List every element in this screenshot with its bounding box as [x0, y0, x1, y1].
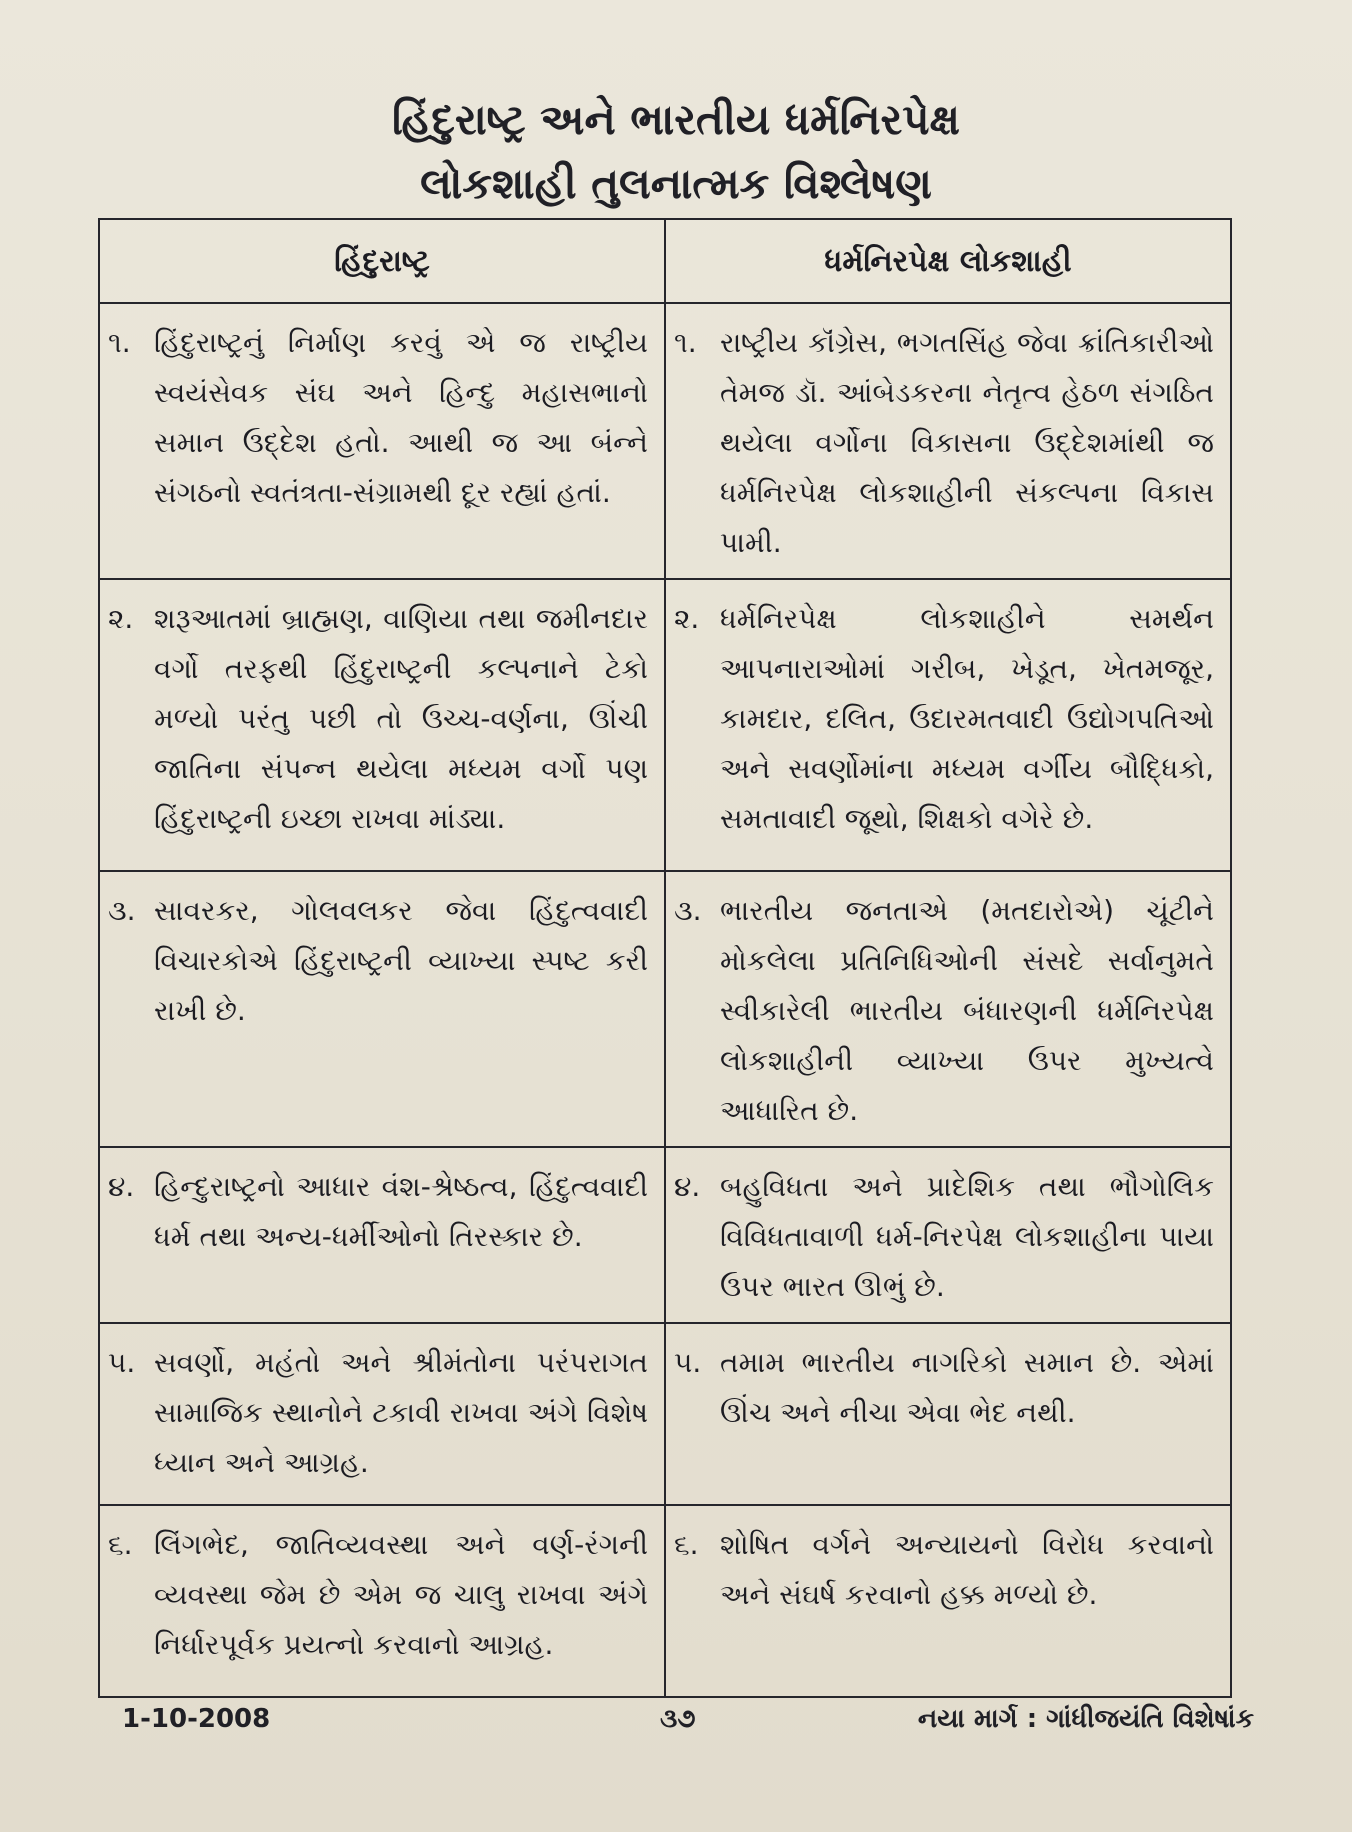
item-text: હિંદુરાષ્ટ્રનું નિર્માણ કરવું એ જ રાષ્ટ્રીય સ્વયંસેવક સંઘ અને હિન્દુ મહાસભાનો સમાન ઉદ્દેશ હતો. આથી જ આ બંન્ને સંગઠનો સ્વતંત્રતા-સંગ્રામથી દૂર રહ્યાં હતાં.	[154, 326, 648, 509]
right-cell	[665, 1505, 1231, 1697]
right-cell	[665, 1323, 1231, 1505]
item-number: ૪.	[108, 1170, 135, 1203]
item-text: સાવરકર, ગોલવલકર જેવા હિંદુત્વવાદી વિચારકોએ હિંદુરાષ્ટ્રની વ્યાખ્યા સ્પષ્ટ કરી રાખી છે.	[154, 894, 648, 1027]
item-number: ૫.	[674, 1346, 702, 1379]
left-cell	[99, 871, 665, 1147]
item-number: ૧.	[108, 326, 131, 359]
left-cell	[99, 303, 665, 579]
left-cell	[99, 1323, 665, 1505]
item-number: ૨.	[108, 602, 134, 635]
right-cell	[665, 1147, 1231, 1323]
column-header-hindu-rashtra: હિંદુરાષ્ટ્ર	[99, 219, 665, 303]
item-number: ૫.	[108, 1346, 136, 1379]
item-number: ૩.	[674, 894, 702, 927]
item-text: શરૂઆતમાં બ્રાહ્મણ, વાણિયા તથા જમીનદાર વર્ગો તરફથી હિંદુરાષ્ટ્રની કલ્પનાને ટેકો મળ્યો પરંતુ પછી તો ઉચ્ચ-વર્ણના, ઊંચી જાતિના સંપન્ન થયેલા મધ્યમ વર્ગો પણ હિંદુરાષ્ટ્રની ઇચ્છા રાખવા માંડ્યા.	[154, 602, 648, 835]
left-cell	[99, 1505, 665, 1697]
column-header-secular-democracy: ધર્મનિરપેક્ષ લોકશાહી	[665, 219, 1231, 303]
item-number: ૬.	[108, 1528, 133, 1561]
item-text: રાષ્ટ્રીય કૉંગ્રેસ, ભગતસિંહ જેવા ક્રાંતિકારીઓ તેમજ ડૉ. આંબેડકરના નેતૃત્વ હેઠળ સંગઠિત થયેલા વર્ગોના વિકાસના ઉદ્દેશમાંથી જ ધર્મનિરપેક્ષ લોકશાહીની સંકલ્પના વિકાસ પામી.	[720, 326, 1214, 559]
footer-page-number: ૩૭	[660, 1704, 696, 1734]
item-number: ૬.	[674, 1528, 699, 1561]
item-text: શોષિત વર્ગને અન્યાયનો વિરોધ કરવાનો અને સંઘર્ષ કરવાનો હક્ક મળ્યો છે.	[720, 1528, 1214, 1611]
right-cell	[665, 871, 1231, 1147]
right-cell	[665, 579, 1231, 871]
item-text: લિંગભેદ, જાતિવ્યવસ્થા અને વર્ણ-રંગની વ્યવસ્થા જેમ છે એમ જ ચાલુ રાખવા અંગે નિર્ધારપૂર્વક પ્રયત્નો કરવાનો આગ્રહ.	[154, 1528, 648, 1661]
table-row	[99, 1505, 1231, 1697]
item-number: ૨.	[674, 602, 700, 635]
footer-date: 1-10-2008	[122, 1704, 271, 1734]
left-cell	[99, 1147, 665, 1323]
table-row	[99, 871, 1231, 1147]
item-text: હિન્દુરાષ્ટ્રનો આધાર વંશ-શ્રેષ્ઠત્વ, હિંદુત્વવાદી ધર્મ તથા અન્ય-ધર્મીઓનો તિરસ્કાર છે.	[154, 1170, 648, 1253]
table-row	[99, 303, 1231, 579]
footer-magazine-name: નયા માર્ગ : ગાંધીજયંતિ વિશેષાંક	[917, 1704, 1254, 1734]
item-text: તમામ ભારતીય નાગરિકો સમાન છે. એમાં ઊંચ અને નીચા એવા ભેદ નથી.	[720, 1346, 1214, 1429]
left-cell	[99, 579, 665, 871]
table-row	[99, 1147, 1231, 1323]
table-row	[99, 1323, 1231, 1505]
right-cell	[665, 303, 1231, 579]
item-number: ૪.	[674, 1170, 701, 1203]
item-text: ધર્મનિરપેક્ષ લોકશાહીને સમર્થન આપનારાઓમાં ગરીબ, ખેડૂત, ખેતમજૂર, કામદાર, દલિત, ઉદારમતવાદી ઉદ્યોગપતિઓ અને સવર્ણોમાંના મધ્યમ વર્ગીય બૌદ્ધિકો, સમતાવાદી જૂથો, શિક્ષકો વગેરે છે.	[720, 602, 1214, 835]
table-header-row	[99, 219, 1231, 303]
item-number: ૧.	[674, 326, 697, 359]
item-text: ભારતીય જનતાએ (મતદારોએ) ચૂંટીને મોકલેલા પ્રતિનિધિઓની સંસદે સર્વાનુમતે સ્વીકારેલી ભારતીય બંધારણની ધર્મનિરપેક્ષ લોકશાહીની વ્યાખ્યા ઉપર મુખ્યત્વે આધારિત છે.	[720, 894, 1214, 1127]
item-text: સવર્ણો, મહંતો અને શ્રીમંતોના પરંપરાગત સામાજિક સ્થાનોને ટકાવી રાખવા અંગે વિશેષ ધ્યાન અને આગ્રહ.	[154, 1346, 648, 1479]
comparison-table	[98, 218, 1232, 1698]
table-row	[99, 579, 1231, 871]
page-title-line-2: લોકશાહી તુલનાત્મક વિશ્લેષણ	[420, 159, 932, 208]
item-number: ૩.	[108, 894, 136, 927]
page-title-line-1: હિંદુરાષ્ટ્ર અને ભારતીય ધર્મનિરપેક્ષ	[392, 95, 960, 144]
item-text: બહુવિધતા અને પ્રાદેશિક તથા ભૌગોલિક વિવિધતાવાળી ધર્મ-નિરપેક્ષ લોકશાહીના પાયા ઉપર ભારત ઊભું છે.	[720, 1170, 1214, 1303]
